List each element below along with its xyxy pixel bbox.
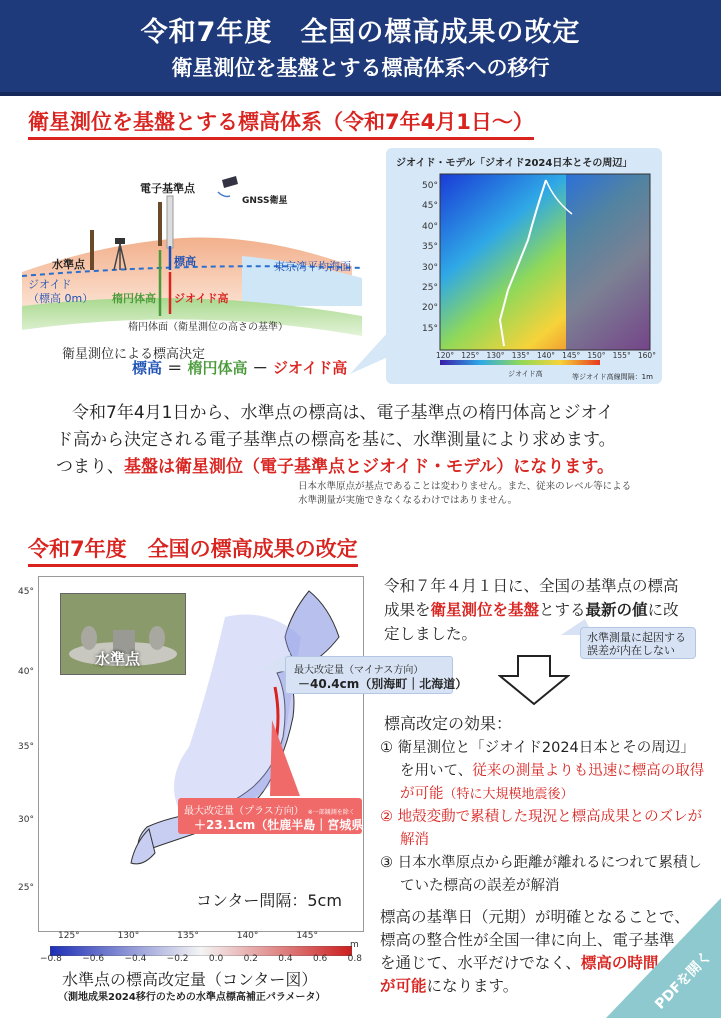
para1-line3: つまり、基盤は衛星測位（電子基準点とジオイド・モデル）になります。 bbox=[56, 457, 614, 477]
max-minus-callout: 最大改定量（マイナス方向） －40.4cm（別海町｜北海道） bbox=[285, 656, 453, 694]
map-subcaption: （測地成果2024移行のための水準点標高補正パラメータ） bbox=[58, 992, 326, 1003]
page-subtitle: 衛星測位を基盤とする標高体系への移行 bbox=[171, 56, 550, 80]
map-caption: 水準点の標高改定量（コンター図） bbox=[62, 970, 318, 989]
map-lat-25: 25° bbox=[18, 883, 34, 893]
geoid-lon-ticks: 120° 125° 130° 135° 140° 145° 150° 155° 160° bbox=[436, 351, 656, 360]
open-pdf-badge[interactable] bbox=[606, 898, 721, 1018]
open-pdf-label[interactable]: PDFを開く bbox=[652, 948, 715, 1013]
map-lat-40: 40° bbox=[18, 667, 34, 677]
max-plus-callout: 最大改定量（プラス方向） ※一部観測を除く ＋23.1cm（牡鹿半島｜宮城県） bbox=[178, 798, 362, 834]
photo-label: 水準点 bbox=[95, 650, 141, 668]
label-geoid-height0: （標高 0m） bbox=[28, 292, 94, 305]
label-gnss: GNSS衛星 bbox=[242, 196, 288, 206]
section2-title: 令和7年度 全国の標高成果の改定 bbox=[28, 533, 358, 567]
benchmark-photo bbox=[60, 593, 186, 675]
note-line1: 日本水準原点が基点であることは変わりません。また、従来のレベル等による bbox=[298, 481, 632, 492]
note-line2: 水準測量が実施できなくなるわけではありません。 bbox=[298, 495, 518, 506]
para1-line1: 令和7年4月1日から、水準点の標高は、電子基準点の楕円体高とジオイ bbox=[72, 403, 614, 423]
map-lat-45: 45° bbox=[18, 587, 34, 597]
para1-line2: ド高から決定される電子基準点の標高を基に、水準測量により求めます。 bbox=[56, 430, 616, 450]
geoid-map-title: ジオイド・モデル「ジオイド2024日本とその周辺」 bbox=[396, 158, 633, 169]
map-lat-35: 35° bbox=[18, 742, 34, 752]
colorbar-ticks: −0.8 −0.6 −0.4 −0.2 0.0 0.2 0.4 0.6 0.8 bbox=[40, 954, 362, 964]
label-ellipsoid-surface: 楕円体面（衛星測位の高さの基準） bbox=[128, 322, 288, 333]
formula-caption: 衛星測位による標高決定 bbox=[62, 347, 206, 362]
label-ellipsoidal: 楕円体高 bbox=[112, 292, 156, 305]
effect-2: ② 地殻変動で累積した現況と標高成果とのズレが 解消 bbox=[380, 809, 703, 848]
colorbar-unit: m bbox=[350, 940, 359, 950]
label-electronic-point: 電子基準点 bbox=[140, 182, 195, 195]
effect-3: ③ 日本水準原点から距離が離れるにつれて累積し ていた標高の誤差が解消 bbox=[380, 855, 702, 894]
label-tokyo-bay: 東京湾平均海面 bbox=[274, 260, 351, 273]
geoid-legend-unit: 等ジオイド高線間隔：1m bbox=[572, 373, 653, 381]
label-geoid-height: ジオイド高 bbox=[174, 292, 229, 305]
geoid-legend-label: ジオイド高 bbox=[508, 370, 543, 378]
effect-1: ① 衛星測位と「ジオイド2024日本とその周辺」 を用いて、従来の測量よりも迅速に標高の取得 が可能（特に大規模地震後） bbox=[380, 740, 705, 802]
down-arrow bbox=[498, 654, 570, 706]
map-lon-ticks: 125° 130° 135° 140° 145° bbox=[58, 931, 318, 941]
conclusion-paragraph: 標高の基準日（元期）が明確となることで、 標高の整合性が全国一律に向上、電子基準 を通じて、水平だけでなく、標高の時間 が可能になります。 bbox=[380, 908, 690, 995]
geoid-lat-ticks: 50° 45° 40° 35° 30° 25° 20° 15° bbox=[422, 181, 438, 334]
formula: 標高 ＝ 楕円体高 － ジオイド高 bbox=[132, 359, 348, 377]
map-lat-30: 30° bbox=[18, 815, 34, 825]
no-error-callout: 水準測量に起因する誤差が内在しない bbox=[580, 627, 696, 659]
effects-title: 標高改定の効果： bbox=[384, 714, 513, 733]
revision-paragraph: 令和７年４月１日に、全国の基準点の標高 成果を衛星測位を基盤とする最新の値に改 定しました。 bbox=[384, 577, 679, 643]
contour-interval: コンター間隔：5cm bbox=[196, 891, 342, 910]
header-banner bbox=[0, 0, 721, 96]
label-elevation: 標高 bbox=[174, 255, 196, 268]
page-title: 令和7年度 全国の標高成果の改定 bbox=[140, 17, 581, 48]
label-geoid: ジオイド bbox=[28, 278, 72, 291]
label-benchmark: 水準点 bbox=[52, 258, 85, 271]
section1-title: 衛星測位を基盤とする標高体系（令和7年4月1日～） bbox=[28, 106, 534, 140]
